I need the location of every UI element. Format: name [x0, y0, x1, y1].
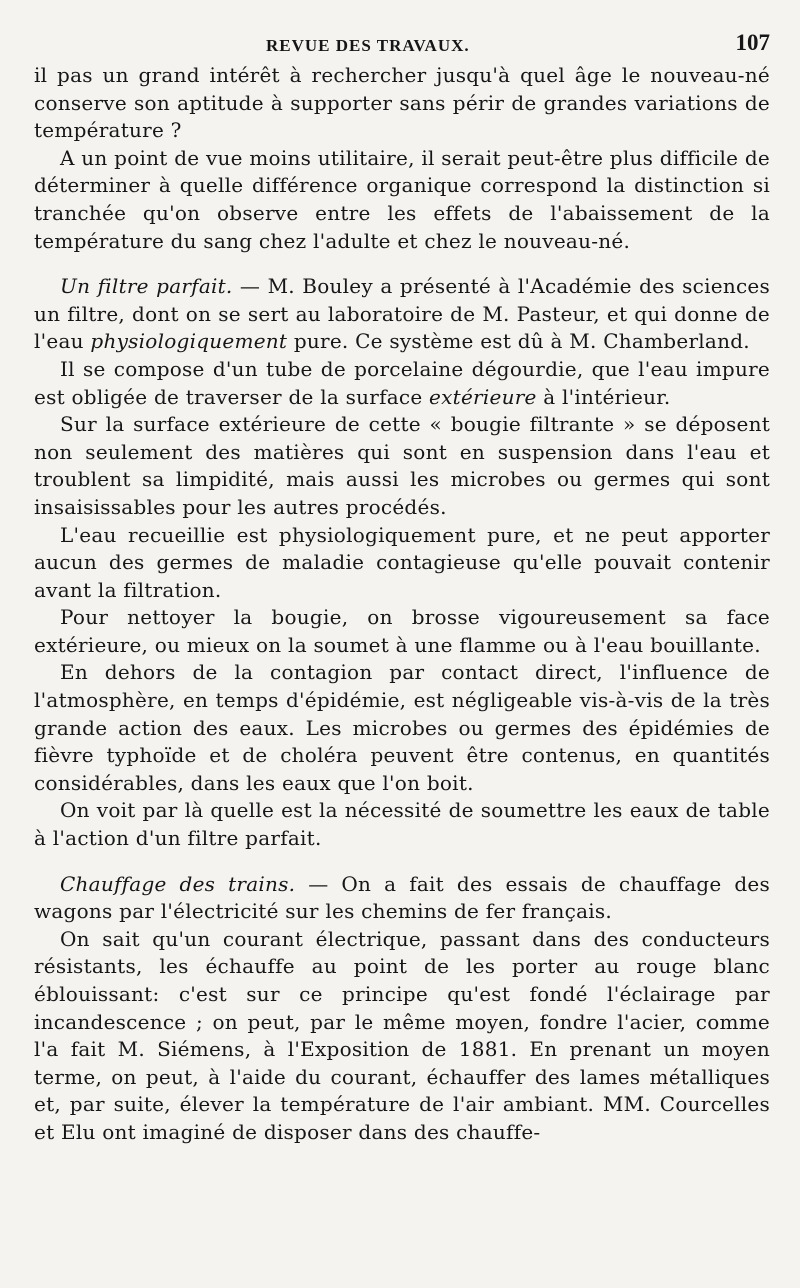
section-heading: Un filtre parfait.	[60, 274, 233, 299]
paragraph	[34, 604, 770, 659]
paragraph-text: Il se compose d'un tube de porcelaine dégourdie, que l'eau impure est obligée de traverser de la surface	[34, 356, 770, 409]
section-gap	[34, 255, 770, 273]
paragraph-text: il pas un grand intérêt à rechercher jusqu'à quel âge le nouveau-né conserve son aptitude à supporter sans périr de grandes variations de température ?	[34, 63, 770, 143]
section-heading: Chauffage des trains.	[60, 871, 296, 896]
emphasis-text: extérieure	[429, 384, 537, 409]
paragraph-text: pure. Ce système est dû à M. Chamberland.	[287, 329, 750, 354]
paragraph-continuation	[34, 62, 770, 145]
body-text	[34, 62, 770, 1147]
paragraph-text: à l'intérieur.	[536, 384, 671, 409]
paragraph-text: On voit par là quelle est la nécessité de soumettre les eaux de table à l'action d'un filtre parfait.	[34, 798, 770, 851]
paragraph-text: L'eau recueillie est physiologiquement pure, et ne peut apporter aucun des germes de maladie contagieuse qu'elle pouvait contenir avant la filtration.	[34, 522, 770, 602]
paragraph-text: A un point de vue moins utilitaire, il serait peut-être plus difficile de déterminer à quelle différence organique correspond la distinction si tranchée qu'on observe entre les effets de l'abaissement de la température du sang chez l'adulte et chez le nouveau-né.	[34, 145, 770, 253]
page-number: 107	[735, 30, 770, 55]
paragraph	[34, 356, 770, 411]
section-gap	[34, 853, 770, 871]
paragraph-text: — On a fait des essais de chauffage des wagons par l'électricité sur les chemins de fer français.	[34, 871, 770, 924]
running-title: REVUE DES TRAVAUX.	[266, 36, 470, 55]
running-header	[34, 30, 770, 62]
paragraph	[34, 411, 770, 521]
paragraph-text: Sur la surface extérieure de cette « bougie filtrante » se déposent non seulement des matières qui sont en suspension dans l'eau et troublent sa limpidité, mais aussi les microbes ou germes qui sont insaisissables pour les autres procédés.	[34, 412, 770, 519]
paragraph-text: En dehors de la contagion par contact direct, l'influence de l'atmosphère, en temps d'épidémie, est négligeable vis-à-vis de la très grande action des eaux. Les microbes ou germes des épidémies de fièvre typhoïde et de choléra peuvent être contenus, en quantités considérables, dans les eaux que l'on boit.	[34, 660, 770, 795]
paragraph	[34, 926, 770, 1147]
section-chauffage-des-trains	[34, 871, 770, 926]
paragraph-text: Pour nettoyer la bougie, on brosse vigoureusement sa face extérieure, ou mieux on la soumet à une flamme ou à l'eau bouillante.	[34, 605, 770, 657]
paragraph	[34, 522, 770, 605]
paragraph	[34, 145, 770, 255]
emphasis-text: physiologiquement	[90, 329, 288, 354]
paragraph-text: — M. Bouley a présenté à l'Académie des sciences un filtre, dont on se sert au laboratoire de M. Pasteur, et qui donne de l'eau	[34, 274, 770, 354]
paragraph-text: On sait qu'un courant électrique, passant dans des conducteurs résistants, les échauffe au point de les porter au rouge blanc éblouissant: c'est sur ce principe qu'est fondé l'éclairage par incandescence ; on peut, par le même moyen, fondre l'acier, comme l'a fait M. Siémens, à l'Exposition de 1881. En prenant un moyen terme, on peut, à l'aide du courant, échauffer des lames métalliques et, par suite, élever la température de l'air ambiant. MM. Courcelles et Elu ont imaginé de disposer dans des chauffe-	[34, 926, 770, 1144]
section-filtre-parfait	[34, 273, 770, 356]
paragraph	[34, 659, 770, 797]
paragraph	[34, 797, 770, 852]
